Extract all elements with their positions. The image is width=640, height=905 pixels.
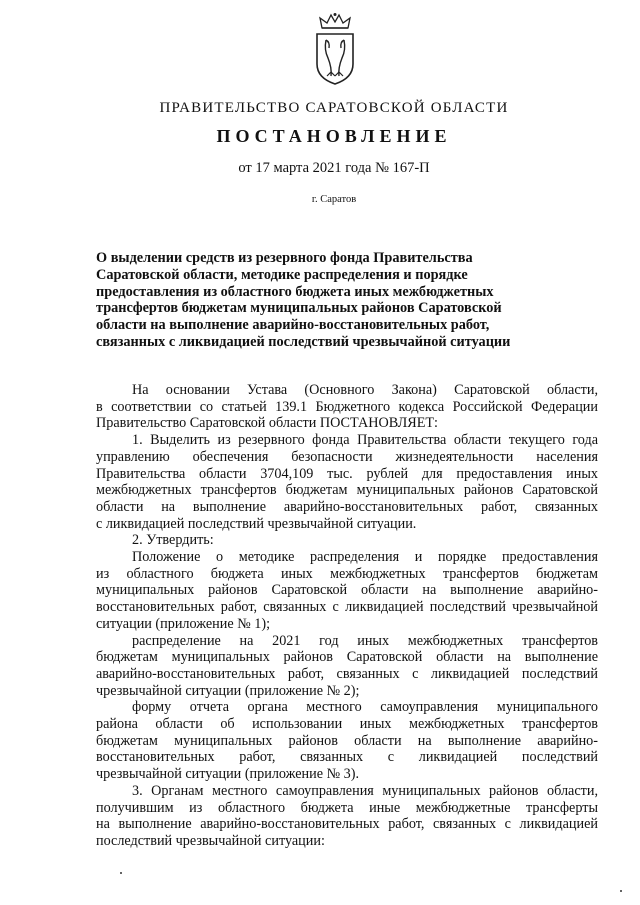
city: г. Саратов	[311, 194, 357, 205]
body-line: ситуации (приложение № 1);	[96, 615, 271, 632]
body-line: распределение на 2021 год иных межбюджетных трансфертов	[132, 632, 598, 649]
body-line: управлению обеспечения безопасности жизнедеятельности населения	[96, 448, 598, 465]
subject-line: Саратовской области, методике распределения и порядке	[96, 266, 468, 283]
body-line: последствий чрезвычайной ситуации:	[96, 832, 325, 849]
body-line: аварийно-восстановительных работ, связанных с ликвидацией последствий	[96, 665, 598, 682]
body-line: 3. Органам местного самоуправления муниципальных районов области,	[132, 782, 598, 799]
body-line: восстановительных работ, связанных с ликвидацией последствий	[96, 749, 598, 766]
body-line: в соответствии со статьей 139.1 Бюджетного кодекса Российской Федерации	[96, 398, 598, 415]
body-line: Правительства области 3704,109 тыс. рублей для предоставления иных	[96, 465, 598, 482]
subject-line: области на выполнение аварийно-восстановительных работ,	[96, 317, 490, 334]
body-line: бюджетам муниципальных районов Саратовской области на выполнение	[96, 649, 598, 666]
organization-name: ПРАВИТЕЛЬСТВО САРАТОВСКОЙ ОБЛАСТИ	[159, 100, 509, 116]
scan-speck	[620, 890, 622, 892]
subject-line: трансфертов бюджетам муниципальных районов Саратовской	[96, 300, 502, 317]
body-line: чрезвычайной ситуации (приложение № 3).	[96, 766, 360, 783]
body-line: На основании Устава (Основного Закона) Саратовской области,	[132, 382, 598, 398]
body-line: форму отчета органа местного самоуправления муниципального	[132, 699, 598, 716]
document-subject	[96, 250, 516, 351]
body-line: из областного бюджета иных межбюджетных трансфертов бюджетам	[96, 565, 598, 582]
body-line: бюджетам муниципальных районов области на выполнение аварийно-	[96, 732, 598, 749]
document-body	[96, 382, 598, 850]
body-line: чрезвычайной ситуации (приложение № 2);	[96, 682, 360, 699]
body-line: Правительство Саратовской области ПОСТАНОВЛЯЕТ:	[96, 415, 439, 432]
body-line: Положение о методике распределения и порядке предоставления	[132, 549, 598, 566]
scan-speck	[120, 872, 122, 874]
body-line: с ликвидацией последствий чрезвычайной ситуации.	[96, 515, 417, 532]
date-and-number: от 17 марта 2021 года № 167-П	[238, 160, 430, 176]
subject-line: предоставления из областного бюджета иных межбюджетных	[96, 283, 494, 300]
body-line: 1. Выделить из резервного фонда Правительства области текущего года	[132, 432, 598, 449]
body-line: восстановительных работ, связанных с ликвидацией последствий чрезвычайной	[96, 599, 598, 616]
body-line: межбюджетных трансфертов бюджетам муниципальных районов Саратовской	[96, 482, 598, 499]
body-line: района области об использовании иных межбюджетных трансфертов	[96, 716, 598, 733]
body-line: получившим из областного бюджета иные межбюджетные трансферты	[96, 799, 598, 816]
subject-line: О выделении средств из резервного фонда Правительства	[96, 250, 473, 266]
saratov-coat-of-arms-icon	[312, 12, 358, 86]
body-line: муниципальных районов Саратовской области на выполнение аварийно-	[96, 582, 598, 599]
body-line: на выполнение аварийно-восстановительных работ, связанных с ликвидацией	[96, 816, 598, 833]
body-line: 2. Утвердить:	[132, 532, 214, 549]
body-line: области на выполнение аварийно-восстановительных работ, связанных	[96, 498, 598, 515]
document-type: ПОСТАНОВЛЕНИЕ	[216, 126, 452, 146]
subject-line: связанных с ликвидацией последствий чрезвычайной ситуации	[96, 333, 511, 350]
